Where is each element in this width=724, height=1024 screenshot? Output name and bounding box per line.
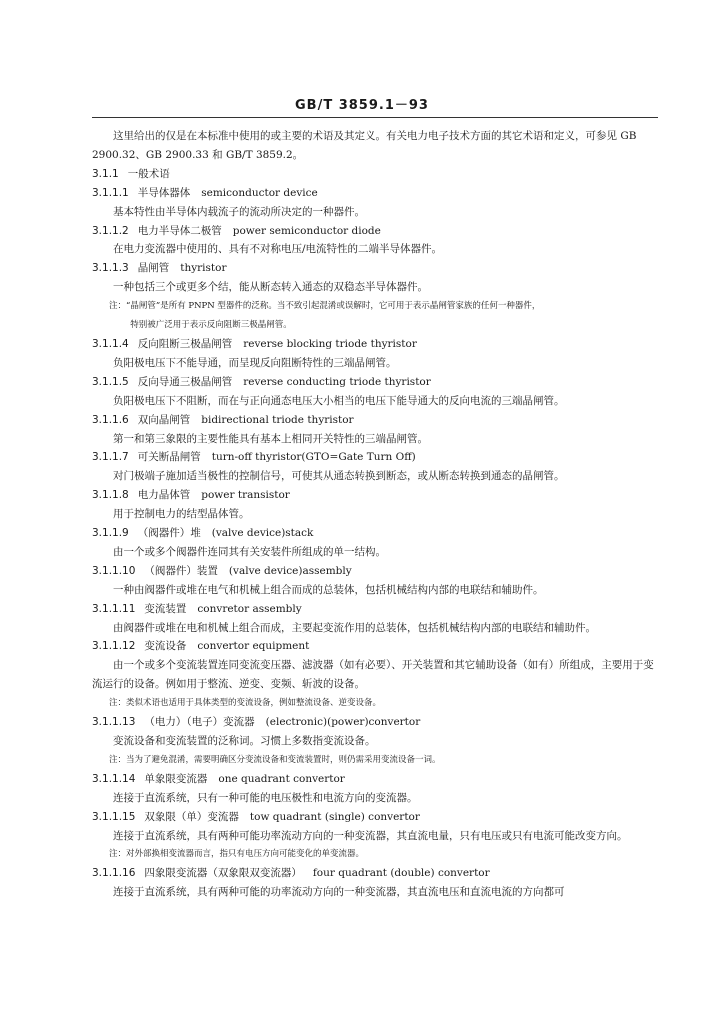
term-chinese: （电力）（电子）变流器 (144, 716, 255, 729)
term-number: 3.1.1.15 (92, 810, 136, 823)
term-heading (92, 184, 658, 203)
term-number: 3.1.1.14 (92, 772, 136, 785)
term-definition: 连接于直流系统，具有两种可能的功率流动方向的一种变流器，其直流电压和直流电流的方向都可 (113, 886, 565, 899)
term-heading (92, 259, 658, 278)
term-heading (92, 222, 658, 241)
term-chinese: 双象限（单）变流器 (144, 810, 239, 823)
term-number: 3.1.1.11 (92, 602, 136, 615)
term-number: 3.1.1.7 (92, 451, 129, 464)
term-heading (92, 373, 658, 392)
term-heading (92, 448, 658, 467)
term-definition: 负阳极电压下不能导通，而呈现反向阻断特性的三端晶闸管。 (113, 356, 397, 369)
term-chinese: 反向导通三极晶闸管 (137, 375, 233, 388)
term-definition: 一种包括三个或更多个结，能从断态转入通态的双稳态半导体器件。 (113, 281, 428, 294)
term-note: 注：“晶闸管”是所有 PNPN 型器件的泛称。当不致引起混淆或误解时，它可用于表示晶闸管家族的任何一种器件， (109, 301, 541, 312)
term-english: power semiconductor diode (232, 224, 381, 237)
term-english: turn-off thyristor(GTO=Gate Turn Off) (211, 451, 416, 464)
term-english: reverse blocking triode thyristor (243, 337, 417, 350)
term-chinese: 半导体器体 (137, 186, 191, 199)
term-heading (92, 770, 658, 789)
term-english: (valve device)stack (211, 527, 314, 540)
term-english: one quadrant convertor (218, 772, 345, 785)
term-number: 3.1.1.10 (92, 564, 136, 577)
term-number: 3.1.1.16 (92, 867, 136, 880)
header-rule (92, 117, 658, 118)
term-chinese: 电力半导体二极管 (137, 224, 222, 237)
term-heading (92, 713, 658, 732)
term-number: 3.1.1.6 (92, 413, 129, 426)
term-english: thyristor (180, 262, 227, 275)
term-chinese: 四象限变流器（双象限双变流器） (144, 867, 302, 880)
term-definition: 第一和第三象限的主要性能具有基本上相同开关特性的三端晶闸管。 (113, 432, 428, 445)
term-note-continuation: 特别被广泛用于表示反向阻断三极晶闸管。 (130, 320, 292, 331)
term-english: (valve device)assembly (228, 564, 352, 577)
section-heading (92, 165, 658, 184)
section-number: 3.1.1 (92, 167, 119, 180)
term-chinese: 反向阻断三极晶闸管 (137, 337, 233, 350)
term-number: 3.1.1.3 (92, 262, 129, 275)
term-heading (92, 486, 658, 505)
term-definition: 连接于直流系统，只有一种可能的电压极性和电流方向的变流器。 (113, 791, 418, 804)
term-definition: 对门极端子施加适当极性的控制信号，可使其从通态转换到断态，或从断态转换到通态的晶闸管。 (113, 470, 565, 483)
term-heading (92, 411, 658, 430)
term-definition: 由一个或多个变流装置连同变流变压器、滤波器（如有必要）、开关装置和其它辅助设备（如有）所组成，主要用于变流运行的设备。例如用于整流、逆变、变频、斩波的设备。 (92, 659, 654, 691)
term-chinese: 晶闸管 (137, 262, 170, 275)
term-chinese: 变流装置 (144, 602, 187, 615)
term-english: reverse conducting triode thyristor (243, 375, 431, 388)
term-heading (92, 637, 658, 656)
term-english: convertor equipment (197, 640, 310, 653)
term-heading (92, 808, 658, 827)
term-english: (electronic)(power)convertor (265, 716, 421, 729)
term-heading (92, 562, 658, 581)
term-english: tow quadrant (single) convertor (249, 810, 420, 823)
term-number: 3.1.1.8 (92, 489, 129, 502)
document-body (92, 127, 658, 902)
term-english: power transistor (201, 489, 290, 502)
term-english: convretor assembly (197, 602, 302, 615)
term-heading (92, 600, 658, 619)
term-note: 注：当为了避免混淆，需要明确区分变流设备和变流装置时，则仍需采用变流设备一词。 (109, 754, 441, 765)
term-definition: 用于控制电力的结型晶体管。 (113, 508, 250, 521)
term-english: four quadrant (double) convertor (312, 867, 490, 880)
standard-number-header: GB/T 3859.1－93 (295, 98, 429, 113)
term-definition: 在电力变流器中使用的、具有不对称电压/电流特性的二端半导体器件。 (113, 243, 443, 256)
term-english: bidirectional triode thyristor (201, 413, 354, 426)
term-definition: 由阀器件或堆在电和机械上组合而成，主要起变流作用的总装体，包括机械结构内部的电联结和辅助件。 (113, 621, 596, 634)
term-chinese: 单象限变流器 (144, 772, 208, 785)
term-number: 3.1.1.1 (92, 186, 129, 199)
term-number: 3.1.1.5 (92, 375, 129, 388)
term-heading (92, 335, 658, 354)
term-number: 3.1.1.4 (92, 337, 129, 350)
term-chinese: 双向晶闸管 (137, 413, 191, 426)
term-definition: 一种由阀器件或堆在电气和机械上组合而成的总装体，包括机械结构内部的电联结和辅助件。 (113, 583, 544, 596)
term-definition: 变流设备和变流装置的泛称词。习惯上多数指变流设备。 (113, 735, 376, 747)
term-chinese: 可关断晶闸管 (137, 451, 201, 464)
term-number: 3.1.1.9 (92, 527, 129, 540)
term-definition: 基本特性由半导体内载流子的流动所决定的一种器件。 (113, 205, 365, 218)
term-heading (92, 864, 658, 883)
term-english: semiconductor device (201, 186, 318, 199)
term-definition: 由一个或多个阀器件连同其有关安装件所组成的单一结构。 (113, 545, 386, 558)
term-chinese: 电力晶体管 (137, 489, 191, 502)
term-number: 3.1.1.12 (92, 640, 136, 653)
term-definition: 负阳极电压下不阻断，而在与正向通态电压大小相当的电压下能导通大的反向电流的三端晶闸管。 (113, 394, 565, 407)
intro-paragraph: 这里给出的仅是在本标准中使用的或主要的术语及其定义。有关电力电子技术方面的其它术语和定义，可参见 GB 2900.32、GB 2900.33 和 GB/T 3859.2。 (92, 130, 637, 161)
term-number: 3.1.1.13 (92, 716, 136, 729)
term-chinese: 变流设备 (144, 640, 187, 653)
term-note: 注：类似术语也适用于具体类型的变流设备，例如整流设备、逆变设备。 (109, 698, 382, 709)
term-definition: 连接于直流系统，具有两种可能功率流动方向的一种变流器，其直流电量，只有电压或只有电流可能改变方向。 (113, 829, 628, 842)
section-title: 一般术语 (127, 167, 170, 180)
term-number: 3.1.1.2 (92, 224, 129, 237)
term-chinese: （阀器件）装置 (144, 564, 218, 577)
term-note: 注：对外部换相变流器而言，指只有电压方向可能变化的单变流器。 (109, 849, 365, 860)
term-chinese: （阀器件）堆 (137, 527, 201, 540)
term-heading (92, 524, 658, 543)
